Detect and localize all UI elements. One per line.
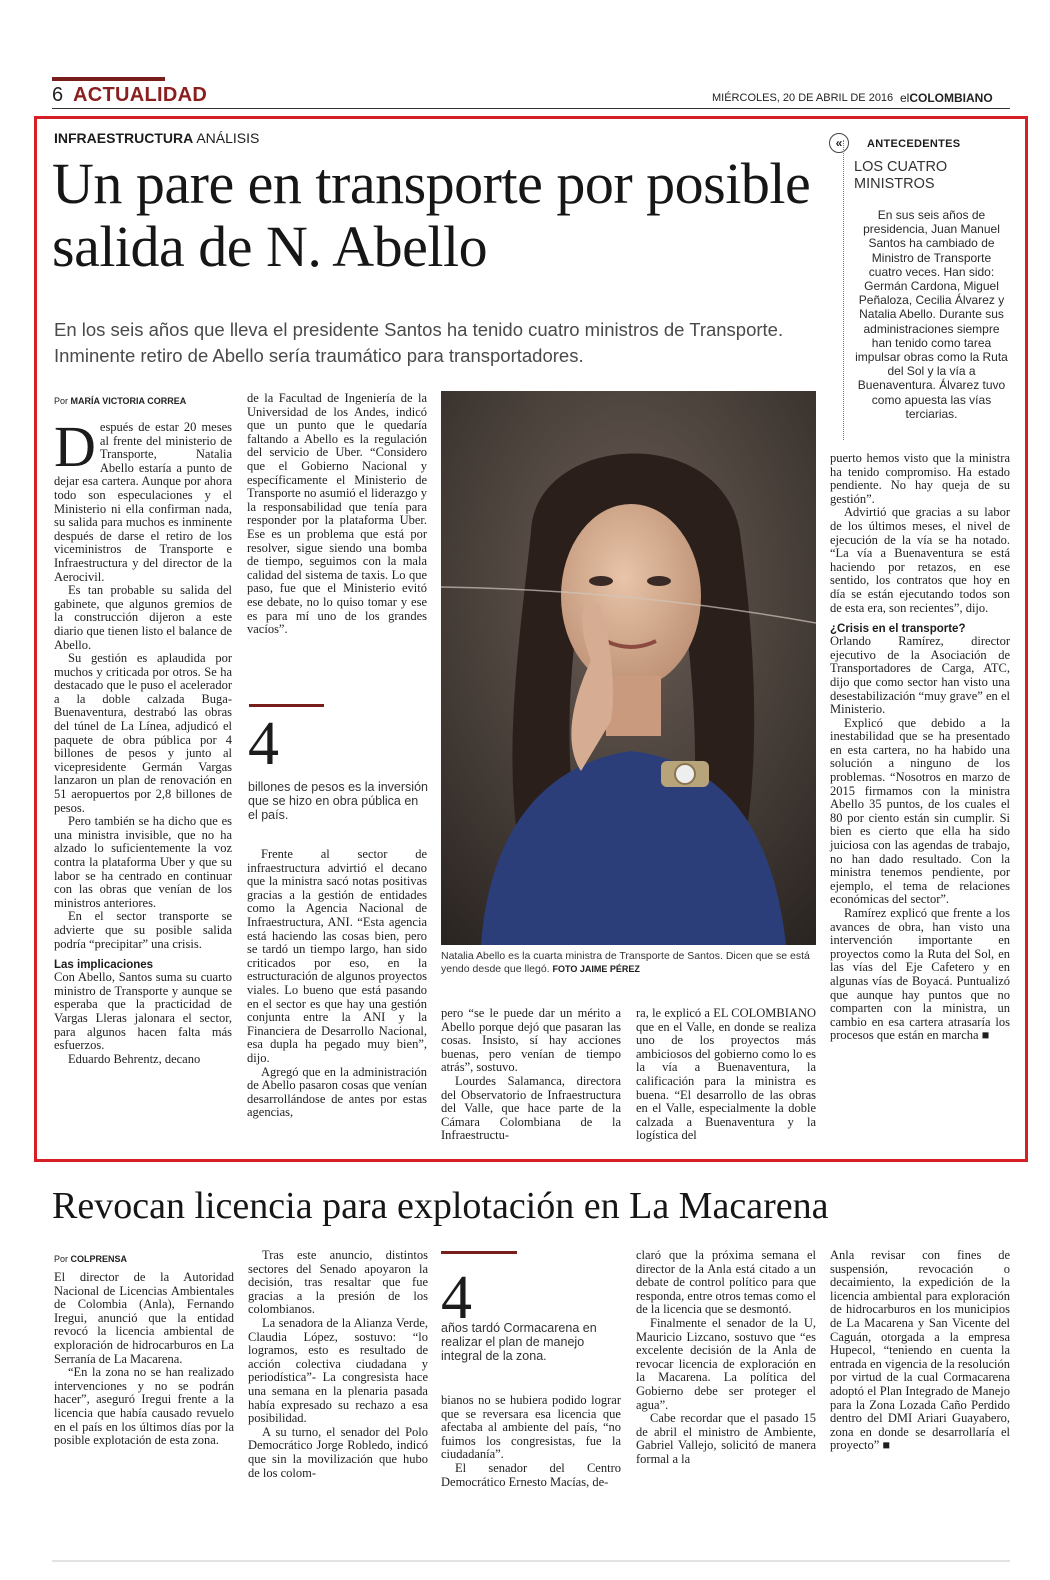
story-headline: Un pare en transporte por posible salida de N. Abello [52, 151, 811, 279]
news-photo [441, 391, 816, 945]
paragraph: claró que la próxima semana el director de la Anla está citado a un debate de control político para que responda, entre otros temas como el de la licencia que se desmontó. [636, 1248, 816, 1317]
kicker-main: INFRAESTRUCTURA [54, 130, 194, 146]
byline-prefix: Por [54, 1254, 69, 1264]
paragraph: Anla revisar con fines de suspensión, revocación o decaimiento, la expedición de la licencia ambiental para exploración de hidrocarburos en los municipios de La Macarena y San Vicente del Caguán, otorgada a la empresa Hupecol, “teniendo en cuenta la entrada en vigencia de la resolución por virtud de la cual Cormacarena adoptó el Plan Integrado de Manejo para la Zona Lozada Caño Perdido dentro del DMI Ariari Guayabero, zona en donde se desarrollaría el proyecto” ■ [830, 1248, 1010, 1453]
paragraph: bianos no se hubiera podido lograr que se reversara esa licencia que afectaba al ambiente del país, “no fuimos los congresistas, fue la ciudadanía”. [441, 1393, 621, 1462]
story-column-1 [54, 414, 232, 1156]
paragraph-text: espués de estar 20 meses al frente del ministerio de Transporte, Natalia Abello estaría a punto de dejar esa cartera. Aunque por ahora todo son especulaciones y el Ministerio ni ella confirman nada, su salida para muchos es inminente después de darse el retiro de los viceministros de Transporte e Infraestructura y del director de la Aerocivil. [54, 420, 232, 584]
page-number: 6 [52, 84, 64, 106]
subheading: ¿Crisis en el transporte? [830, 623, 966, 636]
paragraph: “En la zona no se han realizado intervenciones y no se podrán hacer”, aseguró Iregui frente a la licencia que había causado revuelo en el país en los últimos días por la posible explotación de esta zona. [54, 1365, 234, 1448]
paragraph: Eduardo Behrentz, decano [68, 1051, 201, 1066]
header-rule [52, 77, 165, 81]
byline-author: COLPRENSA [70, 1254, 128, 1264]
portrait-illustration [441, 391, 816, 945]
paragraph: pero “se le puede dar un mérito a Abello porque dejó que pasaran las cosas. Insisto, sí hay acciones buenas, pero venían de tiempo atrás”, sostuvo. [441, 1006, 621, 1075]
factbox-text: billones de pesos es la inversión que se hizo en obra pública en el país. [248, 780, 428, 822]
sidebar-title: LOS CUATRO MINISTROS [854, 159, 948, 192]
paragraph: Cabe recordar que el pasado 15 de abril el ministro de Ambiente, Gabriel Vallejo, solicitó de manera formal a la [636, 1411, 816, 1466]
paragraph: Tras este anuncio, distintos sectores del Senado apoyaron la decisión, tras resaltar que fue gracias a la presión de los colombianos. [248, 1248, 428, 1317]
sidebar-dotted-rule [843, 140, 844, 440]
paragraph: Lourdes Salamanca, directora del Observatorio de Infraestructura del Valle, que hace parte de la Cámara Colombiana de la Infraestructu- [441, 1073, 621, 1143]
paragraph: Su gestión es aplaudida por muchos y criticada por otros. Se ha destacado que le puso el acelerador a la doble calzada Buga-Buenaventura, destrabó las obras del túnel de La Línea, adjudicó el paquete de obra pública por 4 billones de pesos y junto al vicepresidente Germán Vargas lanzaron un plan de renovación en 51 aeropuertos por 2,8 billones de pesos. [54, 651, 232, 815]
section-name: ACTUALIDAD [73, 84, 208, 106]
paragraph: Orlando Ramírez, director ejecutivo de la Asociación de Transportadores de Carga, ATC, dijo que como sector han visto una desestabilización “muy grave” en el Ministerio. [830, 634, 1010, 717]
double-chevron-left-icon: « [829, 133, 849, 153]
story-column-3 [441, 1007, 621, 1155]
photo-caption [441, 950, 819, 976]
paragraph: ra, le explicó a EL COLOMBIANO que en el Valle, en donde se realiza uno de los proyectos más ambiciosos del gobierno como lo es la vía a Buenaventura, la calificación para la ministra es buena. “El desarrollo de las obras en el Valle, especialmente la doble calzada a Buenaventura y la logística del [636, 1006, 816, 1143]
story-2-column-3 [441, 1394, 621, 1499]
paragraph: Advirtió que gracias a su labor de los últimos meses, el nivel de ejecución de la vía se ha notado. “La vía a Buenaventura se está haciendo por retazos, en ese sentido, los contratos que hoy en día se están ejecutando todos son de esta era, son recientes”, dijo. [830, 505, 1010, 615]
drop-cap: D [54, 414, 96, 479]
sidebar-body: En sus seis años de presidencia, Juan Manuel Santos ha cambiado de Ministro de Transporte cuatro veces. Han sido: Germán Cardona, Miguel Peñaloza, Cecilia Álvarez y Natalia Abello. Durante sus administraciones siempre han tenido como tarea impulsar obras como la Ruta del Sol y la vía a Buenaventura. Álvarez tuvo como apuesta las vías terciarias. [855, 208, 1008, 421]
brand-prefix: el [900, 91, 910, 105]
brand-name: COLOMBIANO [909, 91, 993, 105]
paragraph: Agregó que en la administración de Abello pasaron cosas que venían desarrollándose de antes por estas agencias, [247, 1064, 427, 1120]
story-column-2 [247, 392, 427, 692]
paragraph [54, 414, 232, 584]
sidebar-kicker: ANTECEDENTES [867, 138, 961, 150]
paragraph: Explicó que debido a la inestabilidad que se ha presentado en esta cartera, no ha habido una solución a ninguno de los problemas. “Nosotros en marzo de 2015 firmamos con la ministra Abello 35 puntos, de los cuales el 80 por ciento están sin cumplir. Si bien es cierto que ella ha sido juiciosa con las agendas de trabajo, no han dado resultado. Con la ministra tenemos pendiente, por ejemplo, el tema de relaciones económicas del sector”. [830, 715, 1010, 907]
photo-credit: FOTO JAIME PÉREZ [552, 964, 640, 974]
paragraph: Con Abello, Santos suma su cuarto ministro de Transporte y aunque se esperaba que la practicidad de Vargas Lleras jalonara el sector, para algunos hacen falta más esfuerzos. [54, 970, 232, 1053]
story-kicker [54, 130, 259, 146]
story-2-column-2 [248, 1249, 428, 1499]
factbox-number: 4 [248, 710, 279, 778]
story-2-headline: Revocan licencia para explotación en La Macarena [52, 1185, 829, 1227]
paragraph: Finalmente el senador de la U, Mauricio Lizcano, sostuvo que “es excelente decisión de la Anla de revocar licencia de exploración en la Macarena. La política del Gobierno debe ser proteger el agua”. [636, 1315, 816, 1412]
story-byline [54, 396, 186, 406]
scan-edge [52, 1560, 1010, 1562]
factbox-rule [249, 704, 324, 707]
byline-prefix: Por [54, 396, 69, 406]
paragraph: El director de la Autoridad Nacional de Licencias Ambientales de Colombia (Anla), Fernando Iregui, anunció que la entidad revocó la licencia ambiental de exploración de hidrocarburos en La Serranía de La Macarena. [54, 1270, 234, 1366]
paragraph: La senadora de la Alianza Verde, Claudia López, sostuvo: “lo logramos, esto es resultado de acción colectiva ciudadana y periodística”- La congresista hace una semana en la plenaria pasada había expresado su rechazo a esa posibilidad. [248, 1315, 428, 1426]
story-2-column-1 [54, 1271, 234, 1496]
story-column-4 [636, 1007, 816, 1155]
factbox-number: 4 [441, 1264, 472, 1332]
paragraph: puerto hemos visto que la ministra ha tenido compromiso. Ha estado pendiente. No hay queja de su gestión”. [830, 451, 1010, 506]
paragraph: Pero también se ha dicho que es una ministra invisible, que no ha alzado lo suficientemente la voz contra la plataforma Uber y que su labor se ha centrado en continuar con las obras que venían de los ministros anteriores. [54, 814, 232, 910]
story-deck: En los seis años que lleva el presidente Santos ha tenido cuatro ministros de Transporte. Inminente retiro de Abello sería traumático para transportadores. [54, 319, 784, 366]
page-date: MIÉRCOLES, 20 DE ABRIL DE 2016 [712, 92, 894, 104]
byline-author: MARÍA VICTORIA CORREA [70, 396, 187, 406]
paragraph: A su turno, el senador del Polo Democrático Jorge Robledo, indicó que sin la movilización que hubo de los colom- [248, 1424, 428, 1480]
paragraph: Es tan probable su salida del gabinete, que algunos gremios de la construcción dijeron a este diario que tienen listo el balance de Abello. [54, 583, 232, 652]
paragraph: El senador del Centro Democrático Ernesto Macías, de- [441, 1460, 621, 1489]
story-2-column-5 [830, 1249, 1010, 1499]
header-divider [52, 108, 1010, 109]
paragraph: de la Facultad de Ingeniería de la Universidad de los Andes, indicó que un punto que le quedaría faltando a Abello es la regulación del servicio de Uber. “Considero que el Gobierno Nacional y específicamente el Ministerio de Transporte no asumió el liderazgo y la responsabilidad que tenía para responder por la plataforma Uber. Ese es un problema que está por resolver, sigue siendo una bomba de tiempo, seguimos con la mala calidad del sistema de taxis. Lo que paso, fue que el Ministerio evitó ese debate, no lo quiso tomar y ese es para mí uno de los grandes vacíos”. [247, 391, 427, 637]
story-column-2b [247, 848, 427, 1153]
paragraph: Ramírez explicó que frente a los avances de obra, han visto una intervención importante en proyectos como la Ruta del Sol, en las vías del Eje Cafetero y en algunas vías de Boyacá. Puntualizó que aunque hay puntos que no comparten con la ministra, un cambio en esa cartera atrasaría los procesos que están en marcha ■ [830, 906, 1010, 1043]
caption-text: Natalia Abello es la cuarta ministra de Transporte de Santos. Dicen que se está yendo desde que llegó. [441, 950, 810, 975]
story-column-5 [830, 452, 1010, 1156]
paragraph: En el sector transporte se advierte que su posible salida podría “precipitar” una crisis. [54, 909, 232, 951]
factbox-rule [441, 1251, 517, 1254]
brand-logo [900, 91, 993, 105]
paragraph: Frente al sector de infraestructura advirtió el decano que la ministra sacó notas positivas gracias a la gestión de entidades como la Agencia Nacional de Infraestructura, ANI. “Esta agencia está haciendo las cosas bien, pero se tardó un tiempo largo, han sido criticados por eso, en la estructuración de algunos proyectos viales. Lo bueno que está pasando en el sector es que hay una gestión conjunta entre la ANI y la Financiera de Desarrollo Nacional, esa dupla ha pegado muy bien”, dijo. [247, 847, 427, 1065]
story-2-column-4 [636, 1249, 816, 1499]
story-2-byline [54, 1254, 127, 1264]
factbox-text: años tardó Cormacarena en realizar el plan de manejo integral de la zona. [441, 1321, 597, 1363]
subheading: Las implicaciones [54, 959, 154, 972]
kicker-sub: ANÁLISIS [196, 130, 260, 146]
